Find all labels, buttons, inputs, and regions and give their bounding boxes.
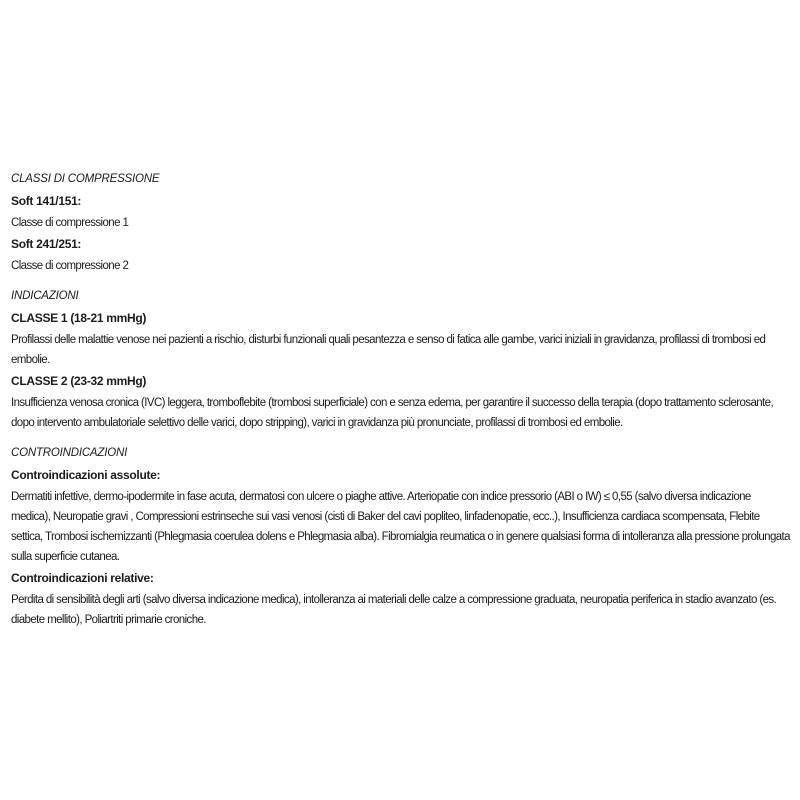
section-heading-compression-classes: CLASSI DI COMPRESSIONE bbox=[11, 173, 160, 185]
section-indications bbox=[11, 289, 790, 433]
item-label-soft-241-251: Soft 241/251: bbox=[11, 237, 82, 251]
item-label-relative-contraindications: Controindicazioni relative: bbox=[11, 571, 154, 585]
item-text-relative-contraindications: Perdita di sensibilità degli arti (salvo diversa indicazione medica), intolleranza ai materiali delle calze a compressione graduata, neuropatia periferica in stadio avanzato (es. diabete mellito), Poliartriti primarie croniche. bbox=[11, 594, 777, 626]
item-text-class-1-indications: Profilassi delle malattie venose nei pazienti a rischio, disturbi funzionali quali pesantezza e senso di fatica alle gambe, varici iniziali in gravidanza, profilassi di trombosi ed embolie. bbox=[11, 334, 766, 366]
item-label-class-1: CLASSE 1 (18-21 mmHg) bbox=[11, 311, 147, 325]
item-text-absolute-contraindications: Dermatiti infettive, dermo-ipodermite in fase acuta, dermatosi con ulcere o piaghe attive. Arteriopatie con indice pressorio (ABI o IW) ≤ 0,55 (salvo diversa indicazione medica), Neuropatie gravi , Compressioni estrinseche sui vasi venosi (cisti di Baker del cavi popliteo, linfadenopatie, ecc..), Insufficienza cardiaca scompensata, Flebite settica, Trombosi ischemizzanti (Phlegmasia coerulea dolens e Phlegmasia alba). Fibromialgia reumatica o in genere qualsiasi forma di intolleranza alla pressione prolungata sulla superficie cutanea. bbox=[11, 491, 790, 563]
section-heading-indications: INDICAZIONI bbox=[11, 290, 79, 302]
item-label-absolute-contraindications: Controindicazioni assolute: bbox=[11, 468, 161, 482]
item-text-compression-class-2: Classe di compressione 2 bbox=[11, 260, 129, 272]
item-label-class-2: CLASSE 2 (23-32 mmHg) bbox=[11, 374, 147, 388]
item-text-compression-class-1: Classe di compressione 1 bbox=[11, 217, 129, 229]
item-label-soft-141-151: Soft 141/151: bbox=[11, 194, 82, 208]
section-compression-classes bbox=[11, 172, 790, 276]
section-contraindications bbox=[11, 446, 790, 630]
item-text-class-2-indications: Insufficienza venosa cronica (IVC) leggera, tromboflebite (trombosi superficiale) con e senza edema, per garantire il successo della terapia (dopo trattamento sclerosante, dopo intervento ambulatoriale selettivo delle varici, dopo stripping), varici in gravidanza più pronunciate, profilassi di trombosi ed embolie. bbox=[11, 397, 774, 429]
section-heading-contraindications: CONTROINDICAZIONI bbox=[11, 447, 128, 459]
